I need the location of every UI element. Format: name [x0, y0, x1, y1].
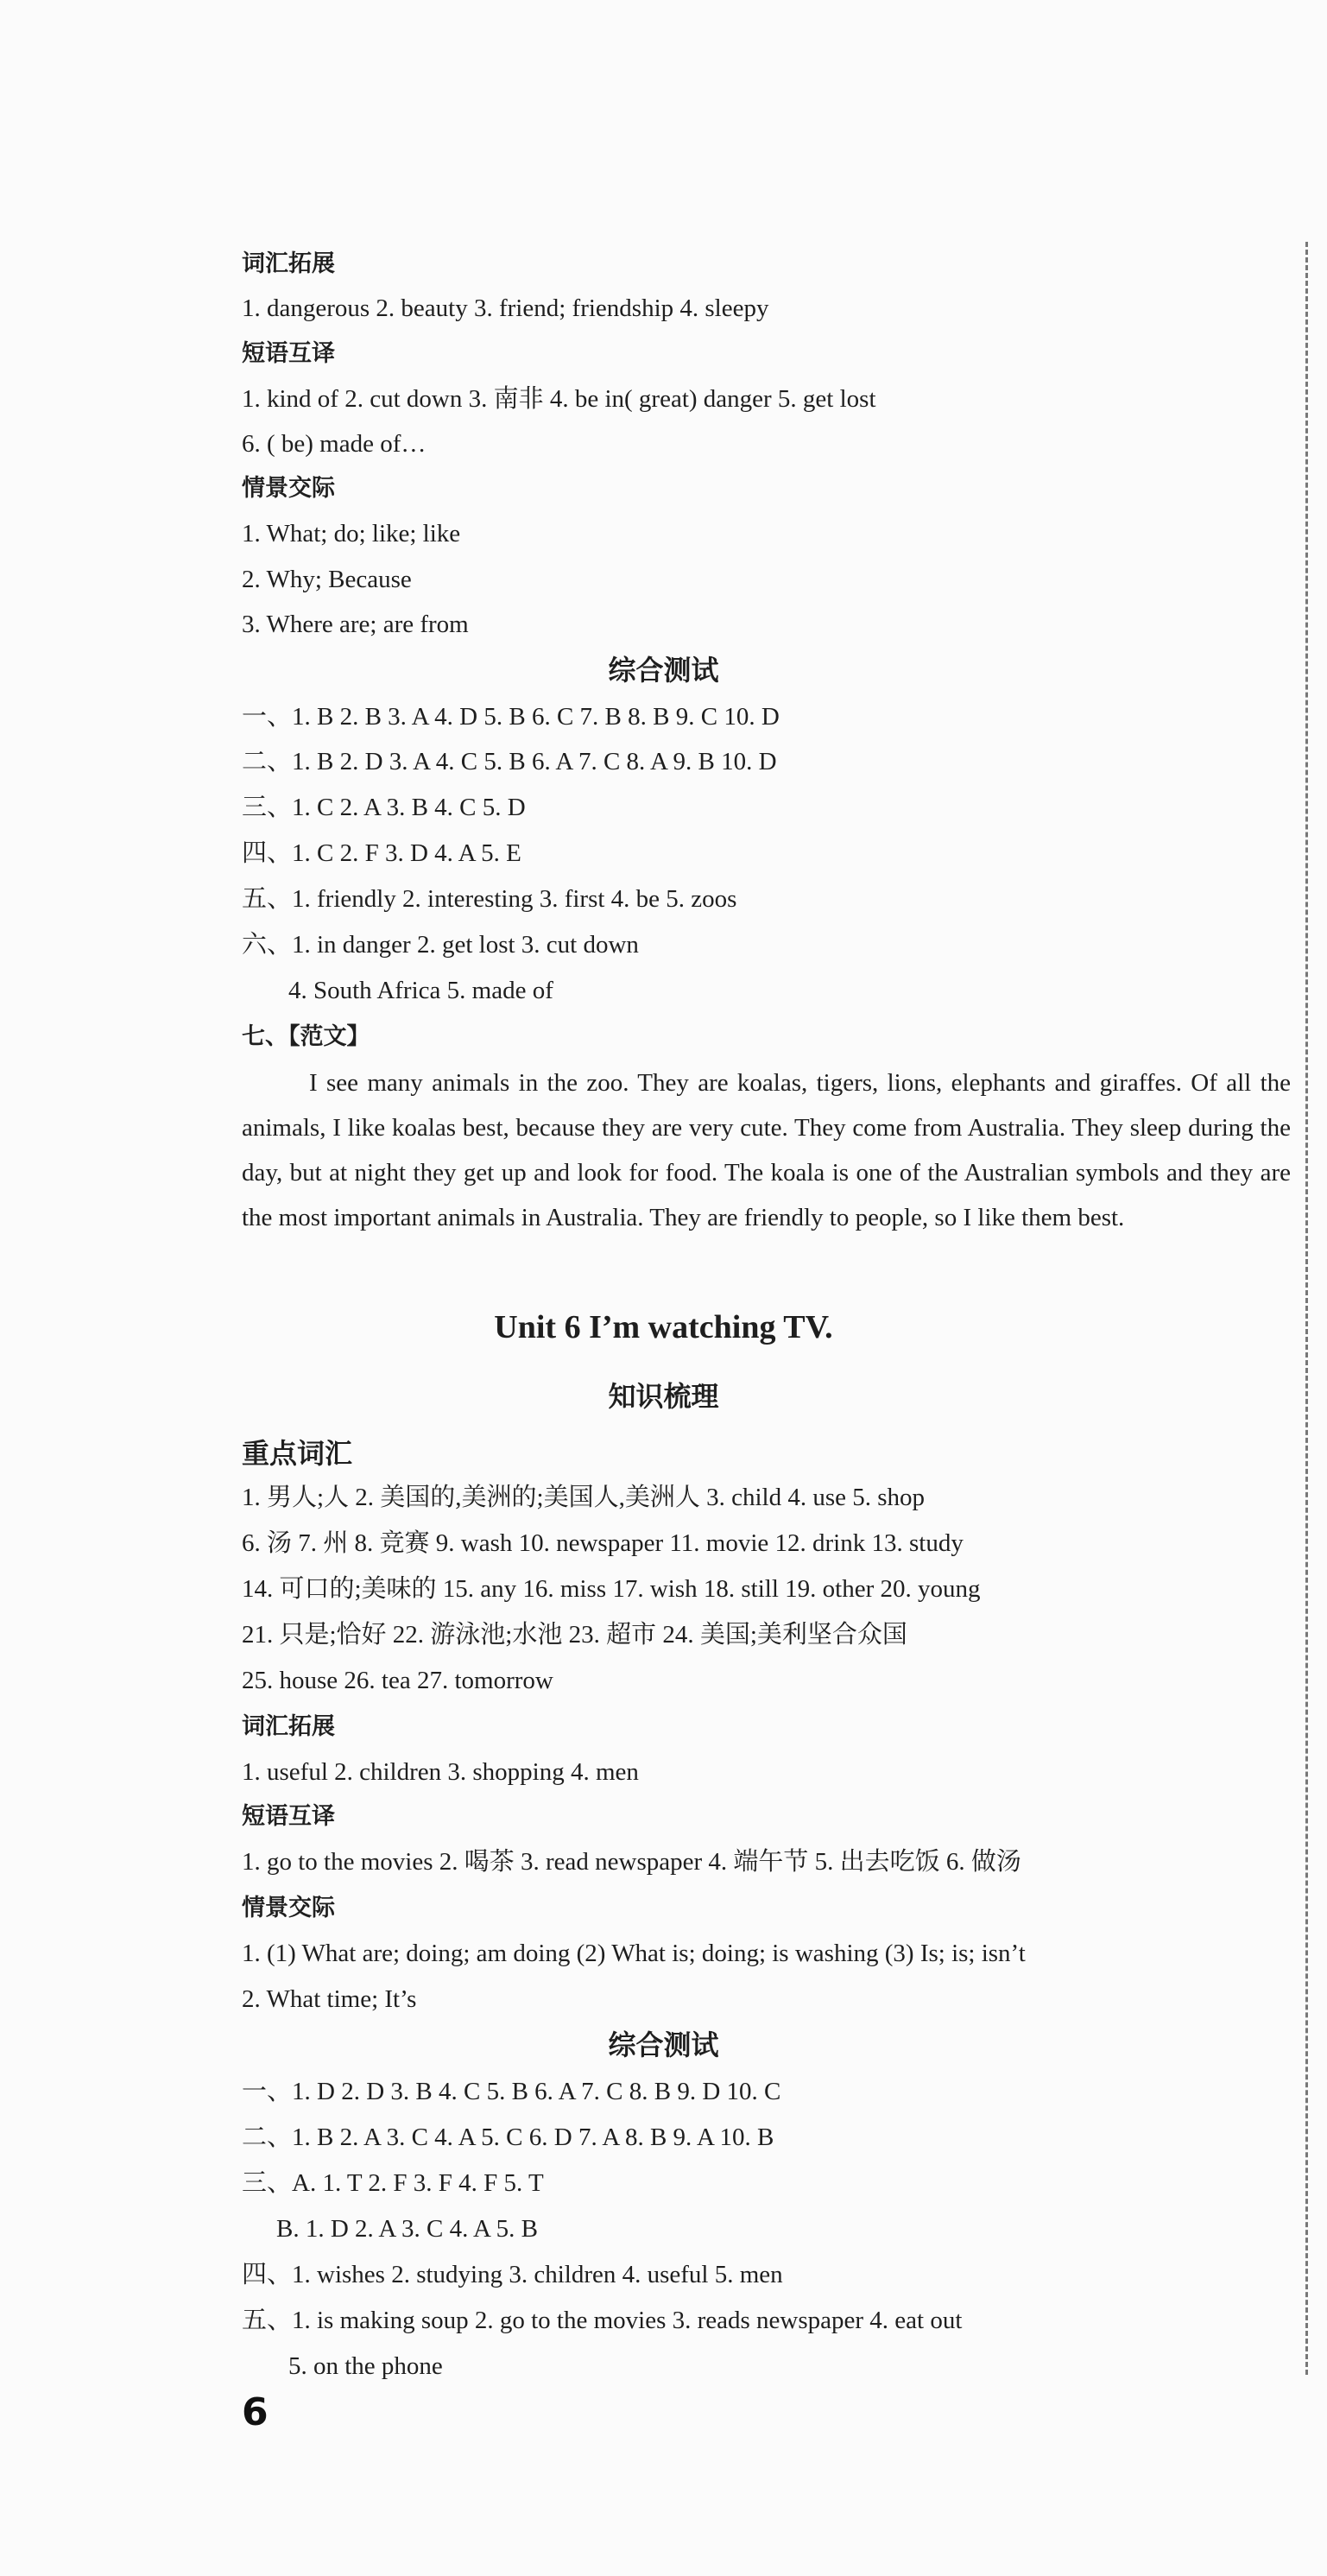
phrase-answers-line-1: 1. kind of 2. cut down 3. 南非 4. be in( great) danger 5. get lost [242, 385, 876, 413]
model-essay: I see many animals in the zoo. They are koalas, tigers, lions, elephants and giraffes. Of all the animals, I like koalas best, because they are very cute. They come from Australia. They sleep during the day, but at night they get up and look for food. The koala is one of the Australian symbols and they are the most important animals in Australia. They are friendly to people, so I like them best. [242, 1069, 1291, 1231]
page-number: 6 [242, 2390, 269, 2434]
vocab-ext-heading: 词汇拓展 [242, 1713, 335, 1740]
watermark-mark [302, 2012, 561, 2073]
test-answer-row: 二、1. B 2. D 3. A 4. C 5. B 6. A 7. C 8. A 9. B 10. D [242, 748, 777, 775]
test-answer-row: 三、1. C 2. A 3. B 4. C 5. D [242, 794, 526, 821]
test-answer-row: 六、1. in danger 2. get lost 3. cut down [242, 931, 639, 959]
key-vocab-heading: 重点词汇 [242, 1437, 353, 1470]
dialog-heading: 情景交际 [242, 1895, 335, 1921]
test-answer-row: 四、1. wishes 2. studying 3. children 4. useful 5. men [242, 2261, 783, 2288]
dialog-answer: 2. What time; It’s [242, 1985, 417, 2013]
knowledge-title: 知识梳理 [608, 1380, 719, 1413]
vocab-ext-answers: 1. useful 2. children 3. shopping 4. men [242, 1758, 639, 1786]
test-answer-row: 五、1. friendly 2. interesting 3. first 4. be 5. zoos [242, 885, 737, 913]
key-vocab-line: 1. 男人;人 2. 美国的,美洲的;美国人,美洲人 3. child 4. use 5. shop [242, 1484, 926, 1511]
test-answer-row: B. 1. D 2. A 3. C 4. A 5. B [276, 2215, 538, 2243]
test-answer-row: 二、1. B 2. A 3. C 4. A 5. C 6. D 7. A 8. B 9. A 10. B [242, 2123, 774, 2151]
dialog-answer: 2. Why; Because [242, 566, 412, 593]
vocab-ext-answers: 1. dangerous 2. beauty 3. friend; friendship 4. sleepy [242, 294, 769, 322]
phrase-answers-line-2: 6. ( be) made of… [242, 430, 427, 458]
key-vocab-line: 25. house 26. tea 27. tomorrow [242, 1667, 553, 1694]
vocab-ext-heading: 词汇拓展 [242, 250, 335, 277]
dialog-answer: 1. What; do; like; like [242, 520, 461, 547]
test-answer-row: 5. on the phone [288, 2352, 443, 2380]
dialog-answer: 3. Where are; are from [242, 611, 469, 638]
dialog-answer: 1. (1) What are; doing; am doing (2) What is; doing; is washing (3) Is; is; isn’t [242, 1940, 1026, 1967]
key-vocab-line: 21. 只是;恰好 22. 游泳池;水池 23. 超市 24. 美国;美利坚合众国 [242, 1621, 907, 1649]
key-vocab-line: 14. 可口的;美味的 15. any 16. miss 17. wish 18. still 19. other 20. young [242, 1575, 981, 1603]
test-title: 综合测试 [608, 654, 719, 687]
test-answer-row: 一、1. B 2. B 3. A 4. D 5. B 6. C 7. B 8. B 9. C 10. D [242, 703, 780, 731]
dialog-heading: 情景交际 [242, 475, 335, 502]
key-vocab-line: 6. 汤 7. 州 8. 竞赛 9. wash 10. newspaper 11. movie 12. drink 13. study [242, 1529, 964, 1557]
test-answer-row: 4. South Africa 5. made of [288, 977, 553, 1004]
phrase-answers: 1. go to the movies 2. 喝茶 3. read newspaper 4. 端午节 5. 出去吃饭 6. 做汤 [242, 1848, 1021, 1876]
test-answer-row: 四、1. C 2. F 3. D 4. A 5. E [242, 839, 521, 867]
test-answer-row: 一、1. D 2. D 3. B 4. C 5. B 6. A 7. C 8. B 9. D 10. C [242, 2078, 781, 2105]
test-answer-row: 五、1. is making soup 2. go to the movies 3. reads newspaper 4. eat out [242, 2307, 963, 2334]
test-answer-row: 三、A. 1. T 2. F 3. F 4. F 5. T [242, 2169, 544, 2197]
phrase-heading: 短语互译 [242, 340, 335, 367]
unit-title: Unit 6 I’m watching TV. [494, 1309, 833, 1345]
phrase-heading: 短语互译 [242, 1803, 335, 1830]
essay-heading: 七、【范文】 [242, 1023, 370, 1050]
watermark-mark [406, 1788, 604, 1848]
test-title: 综合测试 [608, 2029, 719, 2061]
